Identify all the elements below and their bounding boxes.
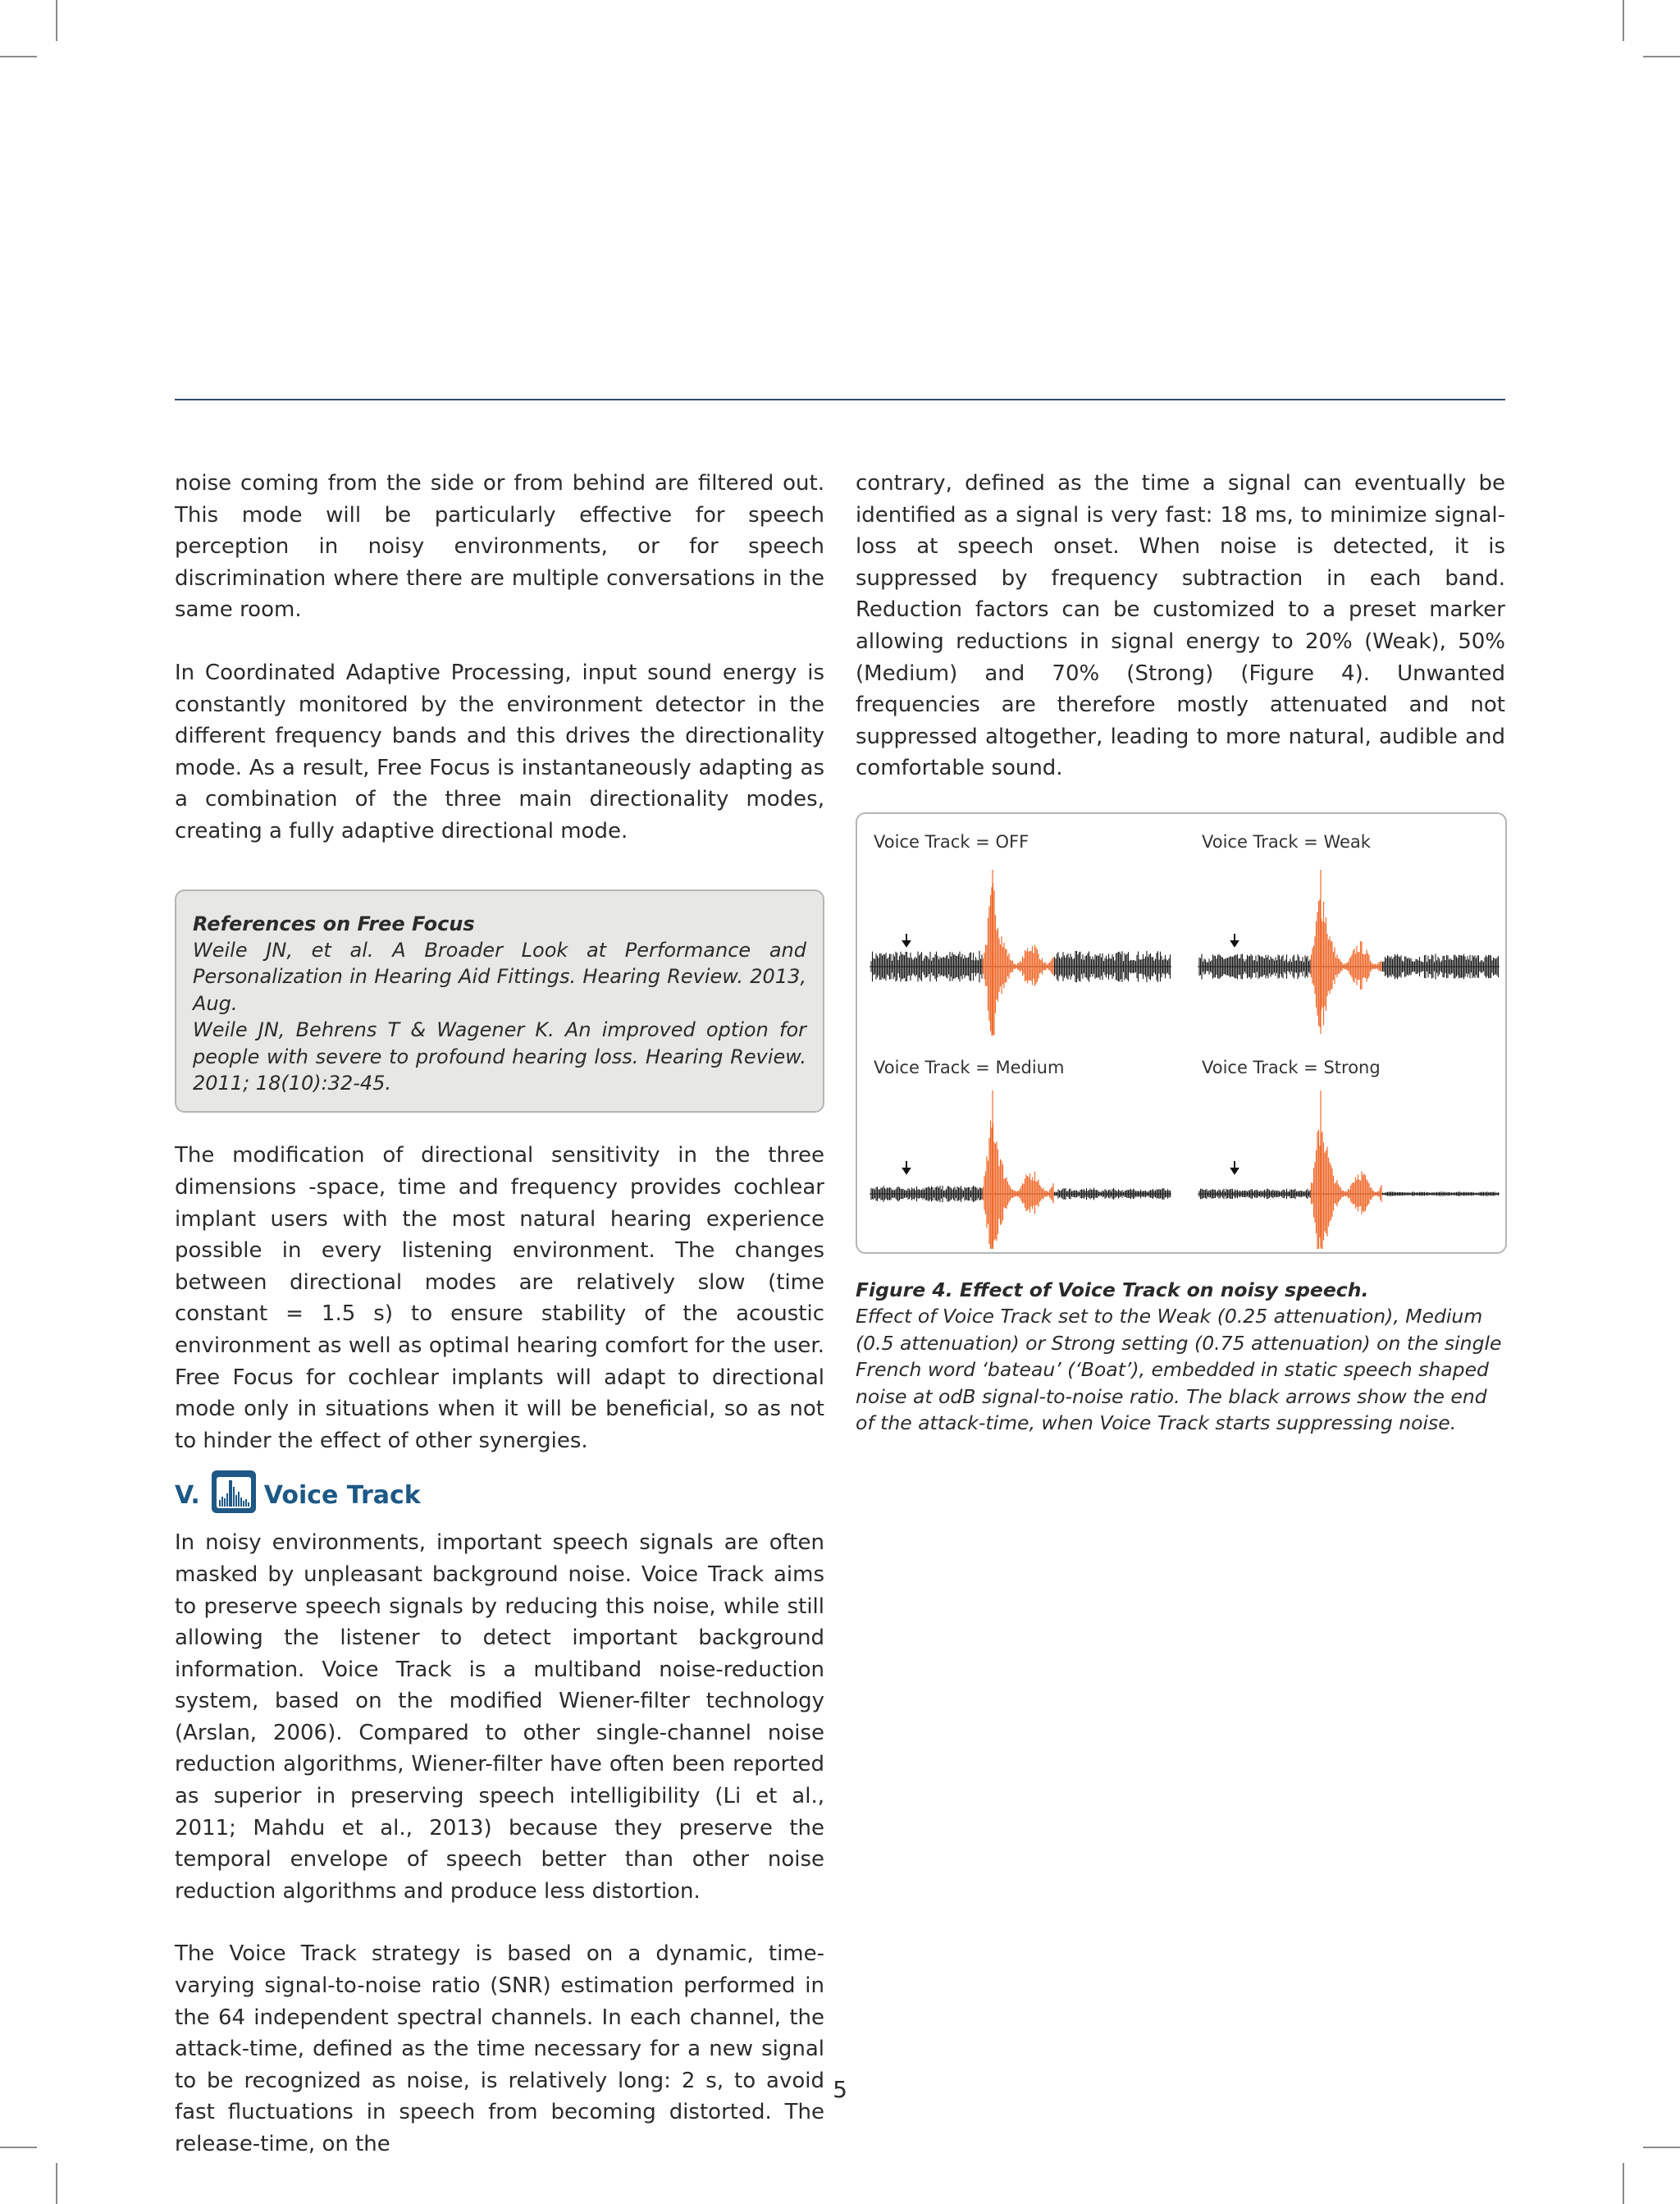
paragraph: noise coming from the side or from behind are filtered out. This mode will be particularly effective for speech perception in noisy environments, or for speech discrimination where there are multiple conversations in the same room.: [175, 471, 824, 623]
crop-mark: [0, 2147, 37, 2148]
paragraph: In Coordinated Adaptive Processing, input sound energy is constantly monitored by the environment detector in the different frequency bands and this drives the directionality mode. As a result, Free Focus is instantaneously adapting as a combination of the three main directionality modes, creating a fully adaptive directional mode.: [175, 660, 824, 844]
attack-time-arrow-icon: [903, 934, 910, 946]
speech-trace: [984, 883, 1054, 1036]
waveform-off: [870, 863, 1173, 1036]
attack-time-arrow-icon: [1231, 1161, 1238, 1173]
caption-body: Effect of Voice Track set to the Weak (0.25 attenuation), Medium (0.5 attenuation) or Strong setting (0.75 attenuation) on the single French word ‘bateau’ (‘Boat’), embedded in static speech shaped noise at odB signal-to-noise ratio. The black arrows show the end of the attack-time, when Voice Track starts suppressing noise.: [856, 1305, 1502, 1434]
header-rule: [175, 399, 1505, 400]
waveform-medium: [870, 1089, 1173, 1249]
page-number: 5: [833, 2076, 847, 2103]
figure-caption: [856, 1277, 1505, 1436]
section-title: Voice Track: [263, 1481, 421, 1511]
references-title: References on Free Focus: [193, 912, 475, 935]
waveform-weak: [1198, 863, 1501, 1036]
waveform-strong: [1198, 1089, 1501, 1249]
reference-item: Weile JN, et al. A Broader Look at Performance and Personalization in Hearing Aid Fittings. Hearing Review. 2013, Aug.: [193, 938, 806, 1015]
panel-label-strong: Voice Track = Strong: [1202, 1057, 1381, 1077]
paragraph: The Voice Track strategy is based on a dynamic, time-varying signal-to-noise ratio (SNR) estimation performed in the 64 independent spectral channels. In each channel, the attack-time, defined as the time necessary for a new signal to be recognized as noise, is relatively long: 2 s, to avoid fast fluctuations in speech from becoming distorted. The release-time, on the: [175, 1941, 824, 2156]
references-box: [175, 889, 824, 1113]
speech-trace: [1312, 1130, 1382, 1249]
attack-time-arrow-icon: [1231, 934, 1238, 946]
section-number: V.: [175, 1481, 200, 1511]
crop-mark: [1623, 2163, 1624, 2204]
figure-4: [856, 812, 1507, 1254]
right-column: [856, 468, 1505, 1436]
speech-trace: [984, 1120, 1054, 1249]
crop-mark: [0, 56, 37, 57]
panel-label-off: Voice Track = OFF: [874, 831, 1029, 852]
panel-label-weak: Voice Track = Weak: [1202, 831, 1371, 852]
crop-mark: [1623, 0, 1624, 41]
left-column: [175, 468, 824, 2161]
paragraph: The modification of directional sensitivity in the three dimensions -space, time and frequency provides cochlear implant users with the most natural hearing experience possible in every listening environment. The changes between directional modes are relatively slow (time constant = 1.5 s) to ensure stability of the acoustic environment as well as optimal hearing comfort for the user. Free Focus for cochlear implants will adapt to directional mode only in situations when it will be beneficial, so as not to hinder the effect of other synergies.: [175, 1143, 824, 1453]
crop-mark: [56, 0, 57, 41]
panel-label-medium: Voice Track = Medium: [874, 1057, 1065, 1077]
paragraph: In noisy environments, important speech signals are often masked by unpleasant background noise. Voice Track aims to preserve speech signals by reducing this noise, while still allowing the listener to detect important background information. Voice Track is a multiband noise-reduction system, based on the modified Wiener-filter technology (Arslan, 2006). Compared to other single-channel noise reduction algorithms, Wiener-filter have often been reported as superior in preserving speech intelligibility (Li et al., 2011; Mahdu et al., 2013) because they preserve the temporal envelope of speech better than other noise reduction algorithms and produce less distortion.: [175, 1530, 824, 1904]
speech-trace: [1312, 899, 1382, 1027]
caption-title: Figure 4. Effect of Voice Track on noisy speech.: [856, 1278, 1369, 1301]
crop-mark: [56, 2163, 57, 2204]
voice-track-icon: [212, 1470, 264, 1522]
crop-mark: [1643, 2147, 1680, 2148]
crop-mark: [1643, 56, 1680, 57]
paragraph: contrary, defined as the time a signal can eventually be identified as a signal is very fast: 18 ms, to minimize signal-loss at speech onset. When noise is detected, it is suppressed by frequency subtraction in each band. Reduction factors can be customized to a preset marker allowing reductions in signal energy to 20% (Weak), 50% (Medium) and 70% (Strong) (Figure 4). Unwanted frequencies are therefore mostly attenuated and not suppressed altogether, leading to more natural, audible and comfortable sound.: [856, 471, 1505, 781]
attack-time-arrow-icon: [903, 1161, 910, 1173]
reference-item: Weile JN, Behrens T & Wagener K. An improved option for people with severe to profound hearing loss. Hearing Review. 2011; 18(10):32-45.: [193, 1018, 806, 1095]
section-heading: [175, 1475, 824, 1517]
